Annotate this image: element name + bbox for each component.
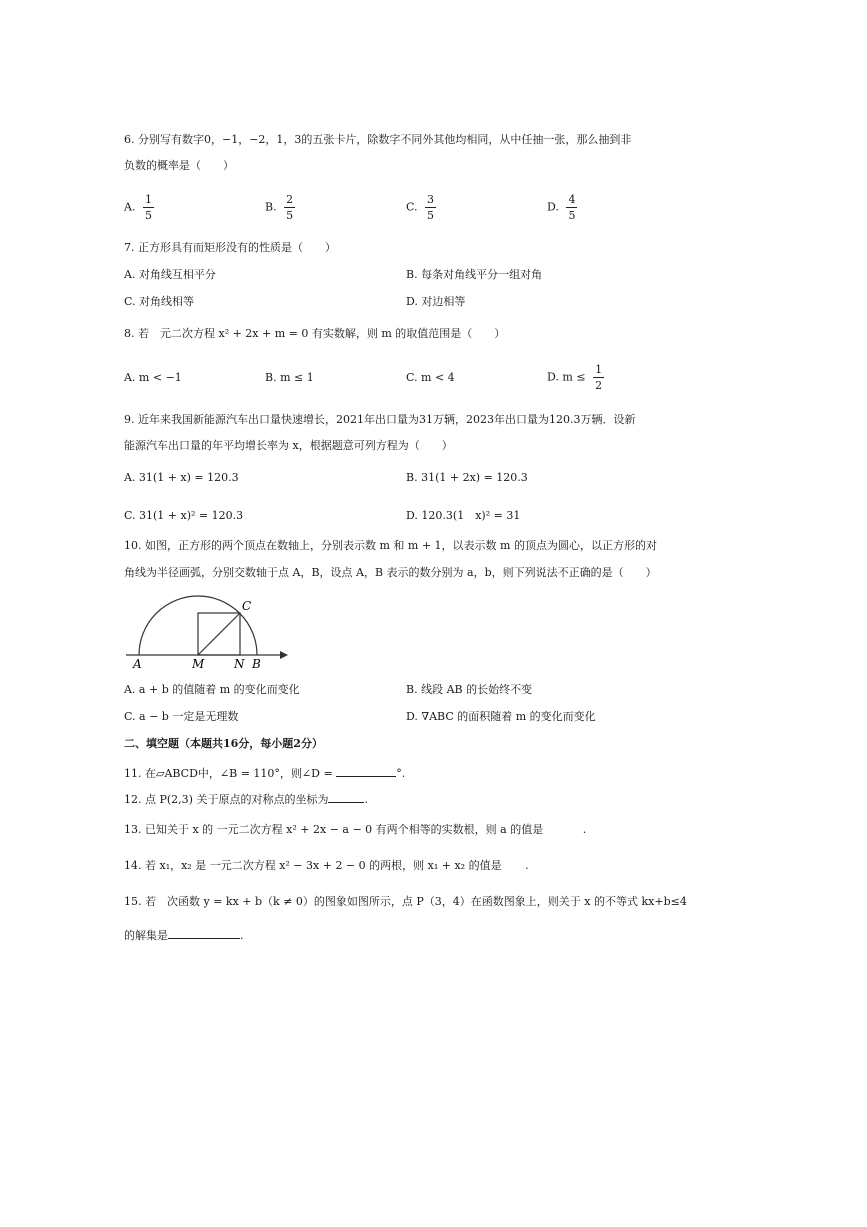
q13 — [124, 822, 586, 838]
q9-stem-line1: 9. 近年来我国新能源汽车出口量快速增长，2021年出口量为31万辆，2023年出口量为120.3万辆．设新 — [124, 413, 636, 426]
q14-tail: . — [525, 859, 529, 872]
q13-text: 13. 已知关于 x 的 一元二次方程 x² + 2x − a − 0 有两个相等的实数根，则 a 的值是 — [124, 823, 544, 836]
label-b: B — [252, 657, 261, 671]
q9-option-d: D. 120.3(1 x)² = 31 — [406, 509, 521, 522]
q15-answer-blank[interactable] — [168, 926, 240, 939]
label-n: N — [234, 657, 245, 671]
q6-option-c — [406, 192, 436, 223]
q7-option-b: B. 每条对角线平分一组对角 — [406, 268, 543, 281]
option-label: B. — [265, 200, 277, 214]
option-label: D. m ≤ — [547, 370, 586, 384]
q6-option-a — [124, 192, 154, 223]
fraction-numerator: 1 — [595, 363, 603, 376]
q12 — [124, 790, 368, 808]
q7-option-a: A. 对角线互相平分 — [124, 268, 216, 281]
label-m: M — [192, 657, 205, 671]
q7-option-d: D. 对边相等 — [406, 295, 466, 308]
q10-stem-line2: 角线为半径画弧，分别交数轴于点 A，B，设点 A，B 表示的数分别为 a，b，则下列说法不正确的是（ ） — [124, 566, 657, 579]
q9-stem-line2: 能源汽车出口量的年平均增长率为 x，根据题意可列方程为（ ） — [124, 439, 453, 452]
q10-option-d: D. ∇ABC 的面积随着 m 的变化而变化 — [406, 710, 596, 723]
q8-option-c: C. m < 4 — [406, 371, 455, 384]
q8-option-b: B. m ≤ 1 — [265, 371, 314, 384]
option-label: D. — [547, 200, 559, 214]
q11-answer-blank[interactable] — [336, 764, 396, 777]
fraction-numerator: 1 — [144, 193, 152, 206]
q15-tail: . — [240, 929, 244, 942]
q9-option-c: C. 31(1 + x)² = 120.3 — [124, 509, 244, 522]
q13-tail: . — [582, 823, 587, 836]
q12-tail: . — [364, 793, 368, 806]
q6-stem-line1: 6. 分别写有数字0，−1，−2，1，3的五张卡片，除数字不同外其他均相同，从中任抽一张，那么抽到非 — [124, 133, 632, 146]
fraction-numerator: 4 — [568, 193, 576, 206]
q6-option-b — [265, 192, 295, 223]
q11-tail: °. — [396, 767, 406, 780]
q7-stem: 7. 正方形具有而矩形没有的性质是（ ） — [124, 241, 336, 254]
q8-option-d — [547, 362, 604, 393]
fraction-denominator: 5 — [427, 209, 435, 222]
fraction-denominator: 2 — [595, 379, 603, 392]
q14-text: 14. 若 x₁，x₂ 是 一元二次方程 x² − 3x + 2 − 0 的两根，则 x₁ + x₂ 的值是 — [124, 859, 502, 872]
q10-stem-line1: 10. 如图，正方形的两个顶点在数轴上，分别表示数 m 和 m + 1，以表示数 m 的顶点为圆心，以正方形的对 — [124, 539, 657, 552]
section-fill-in-title: 二、填空题（本题共16分，每小题2分） — [124, 737, 323, 750]
q15-line2 — [124, 926, 244, 944]
q10-option-c: C. a − b 一定是无理数 — [124, 710, 239, 723]
q11-text: 11. 在▱ABCD中，∠B = 110°，则∠D = — [124, 767, 333, 780]
q14 — [124, 858, 529, 874]
q10-option-a: A. a + b 的值随着 m 的变化而变化 — [124, 683, 300, 696]
q11 — [124, 764, 405, 782]
fraction-denominator: 5 — [568, 209, 576, 222]
label-a: A — [133, 657, 142, 671]
option-label: C. — [406, 200, 418, 214]
square-diagonal — [198, 613, 240, 655]
q15-stem-line1: 15. 若 次函数 y = kx + b（k ≠ 0）的图象如图所示，点 P（3，4）在函数图象上，则关于 x 的不等式 kx+b≤4 — [124, 895, 687, 908]
q9-option-b: B. 31(1 + 2x) = 120.3 — [406, 471, 528, 484]
option-label: A. — [124, 200, 136, 214]
number-line-arrow — [280, 651, 288, 659]
q8-stem: 8. 若 元二次方程 x² + 2x + m = 0 有实数解，则 m 的取值范围是（ ） — [124, 327, 506, 340]
q15-text: 的解集是 — [124, 929, 168, 942]
fraction-denominator: 5 — [144, 209, 152, 222]
label-c: C — [242, 599, 252, 613]
q6-option-d — [547, 192, 577, 223]
q8-option-a: A. m < −1 — [124, 371, 182, 384]
q6-stem-line2: 负数的概率是（ ） — [124, 159, 234, 172]
fraction-numerator: 2 — [286, 193, 294, 206]
q12-answer-blank[interactable] — [328, 790, 364, 803]
q12-text: 12. 点 P(2,3) 关于原点的对称点的坐标为 — [124, 793, 329, 806]
fraction-numerator: 3 — [427, 193, 435, 206]
q9-option-a: A. 31(1 + x) = 120.3 — [124, 471, 239, 484]
q7-option-c: C. 对角线相等 — [124, 295, 195, 308]
fraction-denominator: 5 — [286, 209, 294, 222]
q10-figure — [120, 592, 295, 672]
q10-option-b: B. 线段 AB 的长始终不变 — [406, 683, 533, 696]
